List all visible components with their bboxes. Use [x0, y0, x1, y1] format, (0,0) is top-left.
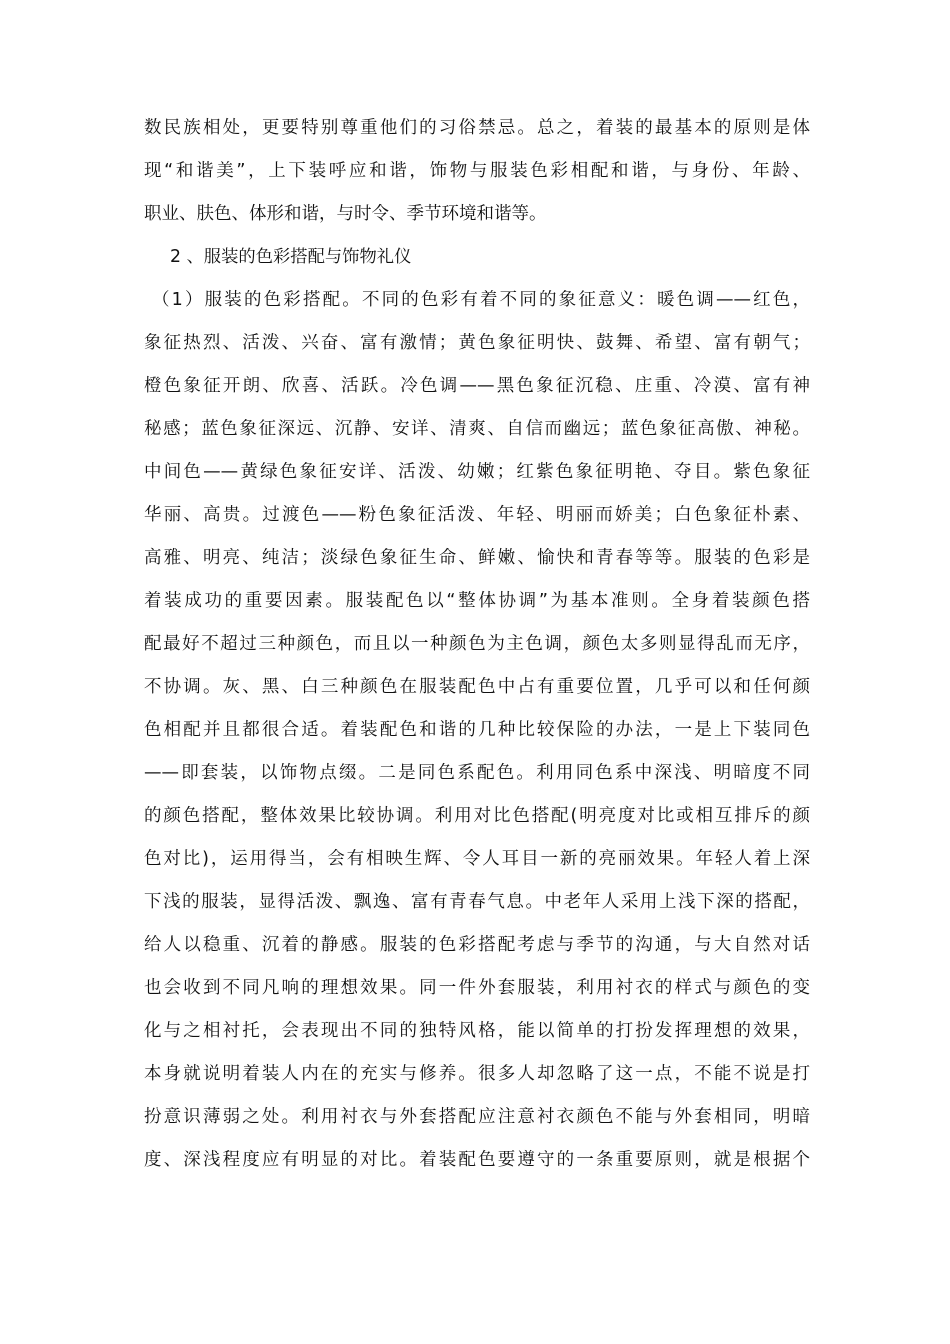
text-line: 也会收到不同凡响的理想效果。同一件外套服装，利用衬衣的样式与颜色的变	[144, 978, 810, 998]
text-line: ——即套装，以饰物点缀。二是同色系配色。利用同色系中深浅、明暗度不同	[144, 763, 810, 783]
text-line: 色相配并且都很合适。着装配色和谐的几种比较保险的办法，一是上下装同色	[144, 720, 810, 740]
text-line: 不协调。灰、黑、白三种颜色在服装配色中占有重要位置，几乎可以和任何颜	[144, 677, 810, 697]
text-line: 配最好不超过三种颜色，而且以一种颜色为主色调，颜色太多则显得乱而无序，	[144, 634, 810, 654]
text-line: 数民族相处，更要特别尊重他们的习俗禁忌。总之，着装的最基本的原则是体	[144, 118, 810, 138]
text-line: 高雅、明亮、纯洁；淡绿色象征生命、鲜嫩、愉快和青春等等。服装的色彩是	[144, 548, 810, 568]
text-line: 橙色象征开朗、欣喜、活跃。冷色调——黑色象征沉稳、庄重、冷漠、富有神	[144, 376, 810, 396]
text-line: 下浅的服装，显得活泼、飘逸、富有青春气息。中老年人采用上浅下深的搭配，	[144, 892, 810, 912]
text-line: 度、深浅程度应有明显的对比。着装配色要遵守的一条重要原则，就是根据个	[144, 1150, 810, 1170]
text-line: 化与之相衬托，会表现出不同的独特风格，能以简单的打扮发挥理想的效果，	[144, 1021, 810, 1041]
text-line: 本身就说明着装人内在的充实与修养。很多人却忽略了这一点，不能不说是打	[144, 1064, 810, 1084]
text-line: 秘感；蓝色象征深远、沉静、安详、清爽、自信而幽远；蓝色象征高傲、神秘。	[144, 419, 810, 439]
text-line: 的颜色搭配，整体效果比较协调。利用对比色搭配(明亮度对比或相互排斥的颜	[144, 806, 810, 826]
text-line: 职业、肤色、体形和谐，与时令、季节环境和谐等。	[144, 204, 547, 224]
text-line: 色对比)，运用得当，会有相映生辉、令人耳目一新的亮丽效果。年轻人着上深	[144, 849, 810, 869]
text-line: 给人以稳重、沉着的静感。服装的色彩搭配考虑与季节的沟通，与大自然对话	[144, 935, 810, 955]
text-line: （1）服装的色彩搭配。不同的色彩有着不同的象征意义：暖色调——红色，	[152, 290, 810, 310]
section-heading: 2 、服装的色彩搭配与饰物礼仪	[170, 247, 412, 267]
text-line: 象征热烈、活泼、兴奋、富有激情；黄色象征明快、鼓舞、希望、富有朝气；	[144, 333, 810, 353]
text-line: 着装成功的重要因素。服装配色以“整体协调”为基本准则。全身着装颜色搭	[144, 591, 810, 611]
text-line: 扮意识薄弱之处。利用衬衣与外套搭配应注意衬衣颜色不能与外套相同，明暗	[144, 1107, 810, 1127]
text-line: 华丽、高贵。过渡色——粉色象征活泼、年轻、明丽而娇美；白色象征朴素、	[144, 505, 810, 525]
text-line: 中间色——黄绿色象征安详、活泼、幼嫩；红紫色象征明艳、夺目。紫色象征	[144, 462, 810, 482]
text-line: 现“和谐美”，上下装呼应和谐，饰物与服装色彩相配和谐，与身份、年龄、	[144, 161, 810, 181]
